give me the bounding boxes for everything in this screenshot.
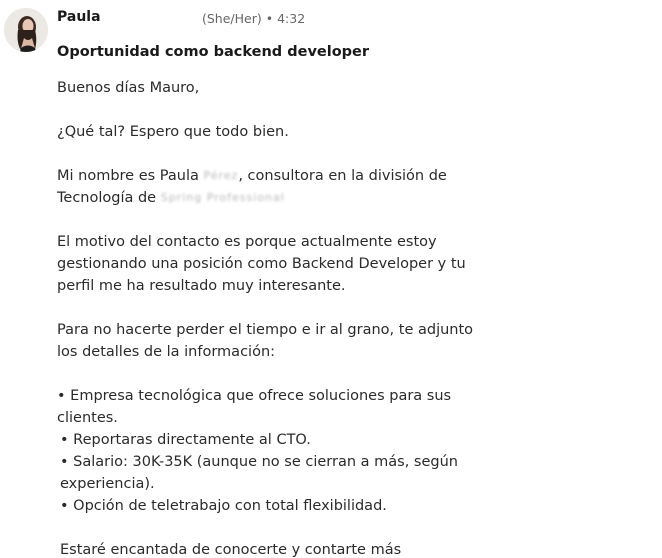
bullet-reporting: • Reportaras directamente al CTO. [60,432,311,448]
intro-line: ¿Qué tal? Espero que todo bien. [57,124,289,140]
meta-separator: • [265,11,274,26]
redacted-company: Spring Professional [160,191,285,204]
bullet-salary-2: experiencia). [60,476,155,492]
bullet-company-2: clientes. [57,410,118,426]
details-line-1: Para no hacerte perder el tiempo e ir al grano, te adjunto [57,322,474,338]
introduction-line-2 [57,187,457,209]
bullet-salary-1: • Salario: 30K-35K (aunque no se cierran a más, según [60,454,458,470]
reason-line-2: gestionando una posición como Backend Developer y tu [57,256,466,272]
redacted-surname: Pérez [203,169,239,182]
details-line-2: los detalles de la información: [57,344,276,360]
message-time: 4:32 [277,11,306,26]
bullet-remote: • Opción de teletrabajo con total flexibilidad. [60,498,387,514]
message-subject: Oportunidad como backend developer [57,44,370,60]
sender-name[interactable]: Paula [57,9,101,25]
message-body [57,77,474,558]
introduction-text: Mi nombre es Paula [57,168,199,184]
avatar-photo [4,8,48,52]
introduction-company-prefix: Tecnología de [57,190,157,206]
closing-line: Estaré encantada de conocerte y contarte más [60,542,402,558]
bullet-company-1: • Empresa tecnológica que ofrece soluciones para sus [57,388,452,404]
reason-line-3: perfil me ha resultado muy interesante. [57,278,346,294]
introduction-line-1 [57,165,457,187]
message-meta [202,11,305,26]
sender-pronouns: (She/Her) [202,11,262,26]
sender-avatar[interactable] [4,8,48,52]
greeting-line: Buenos días Mauro, [57,80,200,96]
introduction-role: , consultora en la división de [238,168,447,184]
reason-line-1: El motivo del contacto es porque actualmente estoy [57,234,437,250]
